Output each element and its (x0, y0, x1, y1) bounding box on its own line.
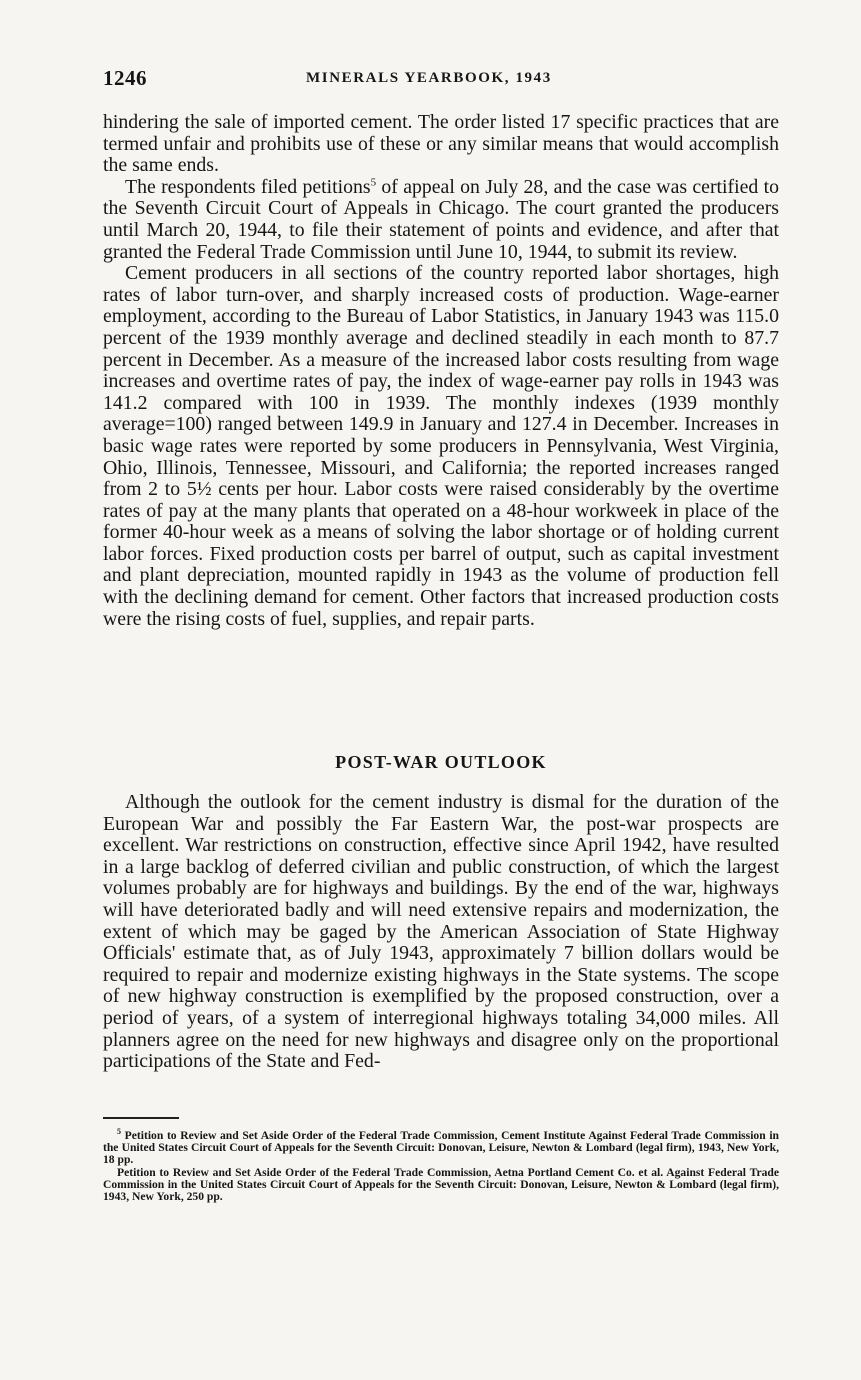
footnote-text: Petition to Review and Set Aside Order of the Federal Trade Commission, Cement Institute Against Federal Trade Commission in the United States Circuit Court of Appeals for the Seventh Circuit: Donovan, Leisure, Newton & Lombard (legal firm), 1943, New York, 18 pp. (103, 1129, 779, 1167)
paragraph-post-war: Although the outlook for the cement industry is dismal for the duration of the European War and possibly the Far Eastern War, the post-war prospects are excellent. War restrictions on construction, effective since April 1942, have resulted in a large backlog of deferred civilian and public construction, of which the largest volumes probably are for highways and buildings. By the end of the war, highways will have deteriorated badly and will need extensive repairs and modernization, the extent of which may be gaged by the American Association of State Highway Officials' estimate that, as of July 1943, approximately 7 billion dollars would be required to repair and modernize existing highways in the State systems. The scope of new highway construction is exemplified by the proposed construction, over a period of years, of a system of interregional highways totaling 34,000 miles. All planners agree on the need for new highways and disagree only on the proportional participations of the State and Fed- (103, 791, 779, 1073)
section-body (103, 792, 779, 1073)
footnote-marker: 5 (117, 1127, 121, 1137)
page-number: 1246 (103, 66, 147, 90)
running-header (103, 66, 783, 96)
footnote-continuation (103, 1167, 779, 1204)
paragraph-labor-costs: Cement producers in all sections of the country reported labor shortages, high rates of labor turn-over, and sharply increased costs of production. Wage-earner employment, according to the Bureau of Labor Statistics, in January 1943 was 115.0 percent of the 1939 monthly average and declined steadily in each month to 87.7 percent in December. As a measure of the increased labor costs resulting from wage increases and overtime rates of pay, the index of wage-earner pay rolls in 1943 was 141.2 compared with 100 in 1939. The monthly indexes (1939 monthly average=100) ranged between 149.9 in January and 127.4 in December. Increases in basic wage rates were reported by some producers in Pennsylvania, West Virginia, Ohio, Illinois, Tennessee, Missouri, and California; the reported increases ranged from 2 to 5½ cents per hour. Labor costs were raised considerably by the overtime rates of pay at the many plants that operated on a 48-hour workweek in place of the former 40-hour week as a means of solving the labor shortage or of holding current labor forces. Fixed production costs per barrel of output, such as capital investment and plant depreciation, mounted rapidly in 1943 as the volume of production fell with the declining demand for cement. Other factors that increased production costs were the rising costs of fuel, supplies, and repair parts. (103, 262, 779, 630)
paragraph-continuation: hindering the sale of imported cement. The order listed 17 specific practices that are termed unfair and prohibits use of these or any similar means that would accomplish the same ends. (103, 111, 779, 177)
section-heading: POST-WAR OUTLOOK (335, 752, 547, 772)
footnote-reference[interactable]: 5 (370, 176, 377, 189)
footnote-divider (103, 1117, 179, 1119)
body-text (103, 112, 779, 630)
paragraph-text: of appeal on July 28, and the case was certified to the Seventh Circuit Court of Appeals in Chicago. The court granted the producers until March 20, 1944, to file their statement of points and evidence, and after that granted the Federal Trade Commission until June 10, 1944, to submit its review. (103, 175, 779, 263)
paragraph-petitions (103, 177, 779, 263)
footnotes (103, 1127, 779, 1204)
running-title: MINERALS YEARBOOK, 1943 (306, 70, 552, 86)
footnote-text: Petition to Review and Set Aside Order of the Federal Trade Commission, Aetna Portland Cement Co. et al. Against Federal Trade Commission in the United States Circuit Court of Appeals for the Seventh Circuit: Donovan, Leisure, Newton & Lombard (legal firm), 1943, New York, 250 pp. (103, 1165, 779, 1204)
footnote-5 (103, 1127, 779, 1167)
paragraph-text: The respondents filed petitions (125, 175, 371, 198)
